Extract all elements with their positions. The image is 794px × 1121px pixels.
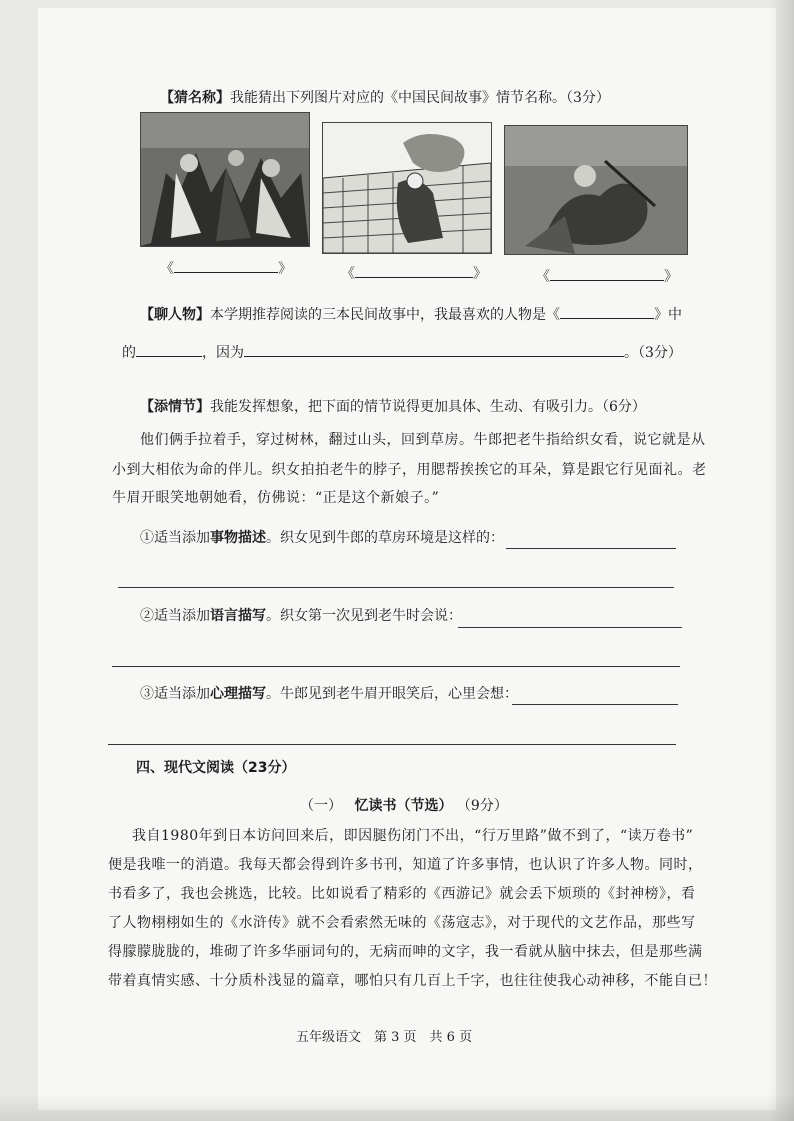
caption-open: 《: [536, 269, 550, 285]
character-tag: 【聊人物】: [140, 307, 210, 323]
passage-line: 带着真情实感、十分质朴浅显的篇章，哪怕只有几百上千字，也往往使我心动神移，不能自已！: [108, 973, 717, 989]
story-line: 小到大相依为命的伴儿。织女拍拍老牛的脖子，用腮帮挨挨它的耳朵，算是跟它行见面礼。老: [112, 462, 707, 478]
passage-number: （一）: [300, 798, 342, 814]
character-score: 。（3分）: [624, 345, 682, 361]
caption-open: 《: [160, 261, 174, 277]
scan-bottom-shadow: [0, 1093, 794, 1121]
q3-answer-line[interactable]: [108, 744, 676, 745]
question-3: [140, 684, 518, 704]
question-2: [140, 606, 462, 626]
guess-text: 我能猜出下列图片对应的《中国民间故事》情节名称。（3分）: [230, 90, 610, 106]
q2-answer-line[interactable]: [112, 666, 680, 667]
q1-prefix: ①适当添加: [140, 530, 210, 546]
character-line-1: [140, 303, 682, 325]
caption-1: [160, 257, 292, 278]
guess-tag: 【猜名称】: [160, 90, 230, 106]
passage-line: 了人物栩栩如生的《水浒传》就不会看索然无味的《荡寇志》，对于现代的文艺作品，那些写: [108, 915, 696, 931]
caption-3: [536, 265, 678, 286]
illustration-2: [322, 122, 492, 254]
q2-suffix: 。织女第一次见到老牛时会说：: [266, 608, 462, 624]
reason-blank[interactable]: [244, 341, 624, 357]
passage-line: 书看多了，我也会挑选，比较。比如说看了精彩的《西游记》就会丢下烦琐的《封神榜》，看: [108, 886, 696, 902]
scan-edge-shadow: [768, 0, 794, 1121]
q2-answer-line[interactable]: [458, 627, 682, 628]
q2-prefix: ②适当添加: [140, 608, 210, 624]
page-footer: 五年级语文 第 3 页 共 6 页: [296, 1030, 473, 1045]
caption-close: 》: [278, 261, 292, 277]
caption-close: 》: [664, 269, 678, 285]
plot-tag: 【添情节】: [140, 399, 210, 415]
illustration-1: [140, 112, 310, 247]
plot-instruction: [140, 397, 646, 417]
story-line: 牛眉开眼笑地朝她看，仿佛说：“正是这个新娘子。”: [112, 490, 440, 506]
q1-suffix: 。织女见到牛郎的草房环境是这样的：: [266, 530, 504, 546]
story-line: 他们俩手拉着手，穿过树林，翻过山头，回到草房。牛郎把老牛指给织女看，说它就是从: [140, 432, 706, 448]
caption-close: 》: [473, 266, 487, 282]
illustration-3: [504, 125, 688, 255]
question-1: [140, 528, 504, 548]
caption-3-blank[interactable]: [550, 265, 664, 281]
plot-text: 我能发挥想象，把下面的情节说得更加具体、生动、有吸引力。（6分）: [210, 399, 646, 415]
section-four-heading: 四、现代文阅读（23分）: [136, 760, 296, 776]
book-title-blank[interactable]: [560, 303, 654, 319]
q1-answer-line[interactable]: [506, 548, 676, 549]
caption-2: [341, 262, 487, 283]
character-line-2: [122, 341, 682, 363]
caption-open: 《: [341, 266, 355, 282]
q2-bold: 语言描写: [210, 608, 266, 624]
character-name-blank[interactable]: [136, 341, 202, 357]
q3-prefix: ③适当添加: [140, 686, 210, 702]
character-text: 本学期推荐阅读的三本民间故事中，我最喜欢的人物是《: [210, 307, 560, 323]
caption-1-blank[interactable]: [174, 257, 278, 273]
passage-score: （9分）: [456, 798, 508, 814]
q1-bold: 事物描述: [210, 530, 266, 546]
guess-instruction: [160, 88, 610, 108]
passage-title: [300, 796, 508, 816]
passage-line: 便是我唯一的消遣。我每天都会得到许多书刊，知道了许多事情，也认识了许多人物。同时，: [108, 857, 703, 873]
q3-answer-line[interactable]: [512, 704, 678, 705]
caption-2-blank[interactable]: [355, 262, 473, 278]
q1-answer-line[interactable]: [118, 587, 674, 588]
q3-suffix: 。牛郎见到老牛眉开眼笑后，心里会想：: [266, 686, 518, 702]
character-because: ，因为: [202, 345, 244, 361]
character-line2-start: 的: [122, 345, 136, 361]
q3-bold: 心理描写: [210, 686, 266, 702]
passage-line: 得朦朦胧胧的，堆砌了许多华丽词句的，无病而呻的文字，我一看就从脑中抹去，但是那些满: [108, 944, 703, 960]
passage-title-text: 忆读书（节选）: [354, 798, 453, 814]
character-text-end: 》中: [654, 307, 682, 323]
passage-line: 我自1980年到日本访问回来后，即因腿伤闭门不出，“行万里路”做不到了，“读万卷书”: [132, 828, 694, 844]
